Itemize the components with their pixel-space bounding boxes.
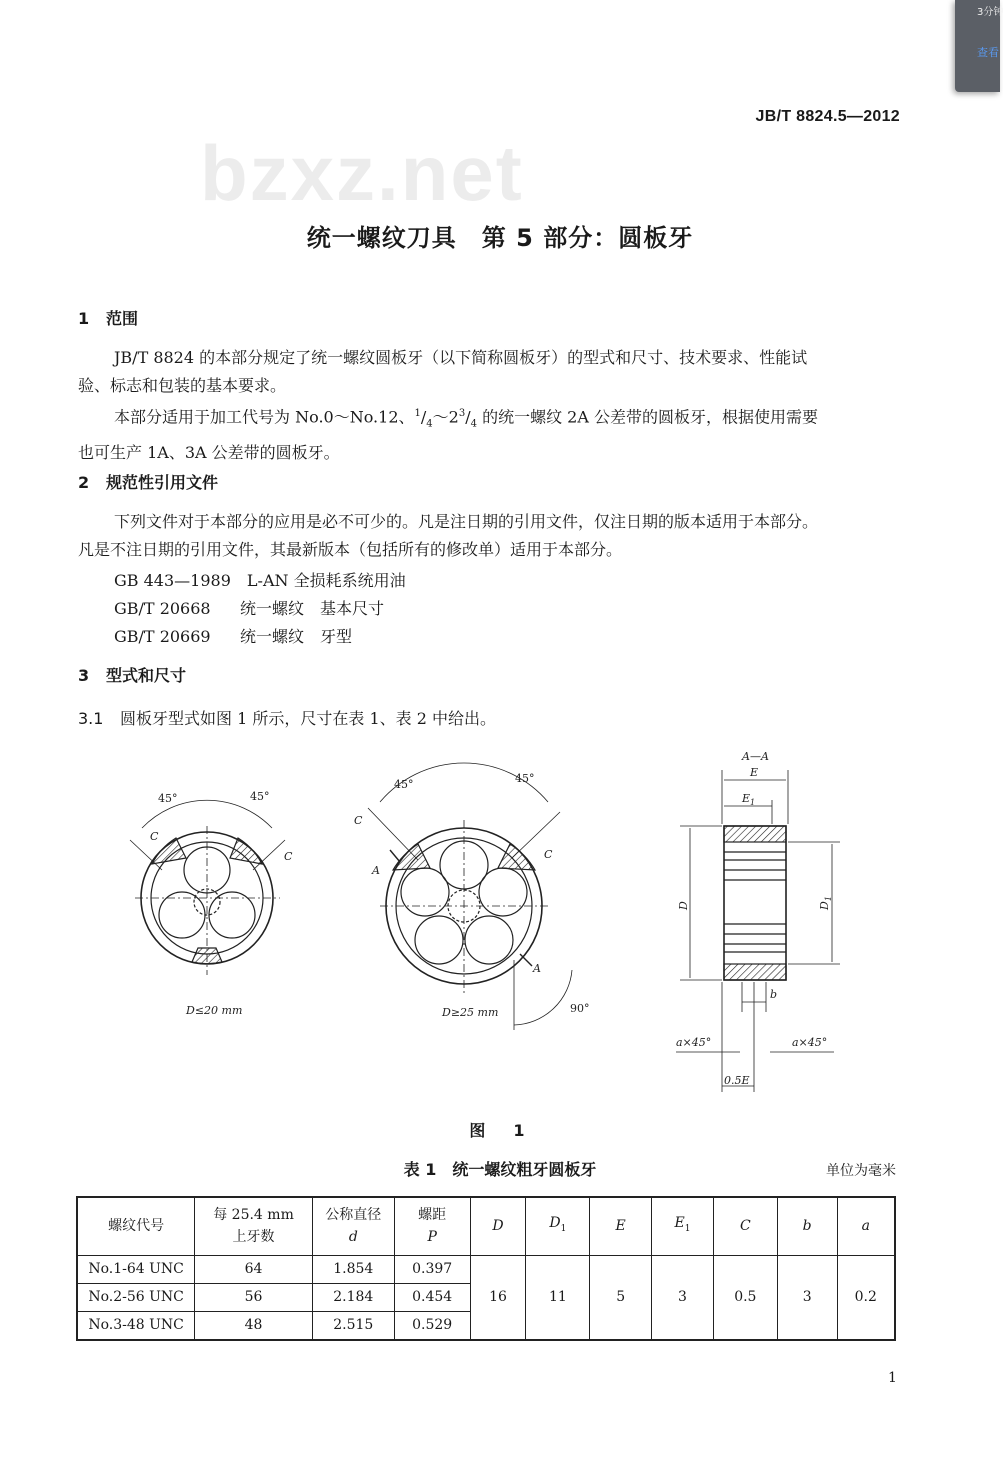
header-thread: 螺纹代号 [77,1197,195,1255]
chamfer-right: a×45° [792,1036,828,1049]
large-die-section-mark-top: A [372,864,380,877]
cell-C: 0.5 [713,1255,777,1340]
table-row: No.1-64 UNC 64 1.854 0.397 16 11 5 3 0.5 3 0.2 [77,1255,895,1283]
chamfer-left: a×45° [676,1036,712,1049]
large-die-size-label: D≥25 mm [442,1006,499,1019]
small-die-c-left: C [150,830,159,843]
dim-b: b [770,988,778,1001]
cell-E1: 3 [652,1255,714,1340]
header-tpi: 每 25.4 mm 上牙数 [195,1197,313,1255]
overlay-view-link[interactable]: 查看 [977,46,999,59]
large-die-angle-right: 45° [515,772,535,785]
page-number: 1 [888,1370,897,1386]
figure-caption: 图 1 [469,1121,531,1140]
table-row: No.2-56 UNC 56 2.184 0.454 [77,1283,895,1311]
header-D1: $D_1$ [526,1197,590,1255]
table-1-caption: 表 1 统一螺纹粗牙圆板牙 [403,1160,597,1179]
large-die-view [368,763,572,1030]
small-die-view [130,800,285,975]
header-C: C [713,1197,777,1255]
overlay-line-1: 3分钟 [977,7,1003,18]
section-1-paragraph-1: JB/T 8824 的本部分规定了统一螺纹圆板牙（以下简称圆板牙）的型式和尺寸、技术要求、性能试 验、标志和包装的基本要求。 [78,348,808,395]
dim-D1: $D_1$ [818,896,833,910]
large-die-c-left: C [354,814,363,827]
section-1-heading [78,306,138,329]
section-label: A—A [742,750,769,763]
side-overlay-tab[interactable] [955,0,1003,92]
cell-D: 16 [470,1255,526,1340]
section-title: 范围 [106,309,139,328]
dim-E: E [750,766,759,779]
small-die-c-right: C [284,850,293,863]
section-1-paragraph-2: 本部分适用于加工代号为 No.0～No.12、$^1/_4\sim 2^3/_4$ 的统一螺纹 2A 公差带的圆板牙，根据使用需要 也可生产 1A、3A 公差带的圆板牙。 [78,407,818,462]
table-row: No.3-48 UNC 48 2.515 0.529 [77,1311,895,1340]
section-2-paragraph: 下列文件对于本部分的应用是必不可少的。凡是注日期的引用文件，仅注日期的版本适用于本部分。 凡是不注日期的引用文件，其最新版本（包括所有的修改单）适用于本部分。 [78,512,819,559]
header-D: D [470,1197,526,1255]
standard-code: JB/T 8824.5—2012 [755,108,900,125]
small-die-angle-right: 45° [250,790,270,803]
cell-a: 0.2 [837,1255,895,1340]
cell-D1: 11 [526,1255,590,1340]
section-2-heading: 2 规范性引用文件 [78,473,219,492]
reference-item: GB/T 20668 统一螺纹 基本尺寸 [114,599,385,618]
table-1-unit: 单位为毫米 [826,1163,896,1179]
watermark: bzxz.net [200,129,524,217]
dim-E1: $E_1$ [742,792,756,807]
large-die-section-mark-bottom: A [533,962,541,975]
table-header-row [77,1197,895,1255]
header-E1: $E_1$ [652,1197,714,1255]
header-diameter: 公称直径 d [312,1197,394,1255]
header-b: b [777,1197,837,1255]
large-die-c-right: C [544,848,553,861]
small-die-angle-left: 45° [158,792,178,805]
large-die-angle-90: 90° [570,1002,590,1015]
dim-D: D [677,901,690,910]
dim-half-e: 0.5E [724,1074,750,1087]
reference-item: GB 443—1989 L-AN 全损耗系统用油 [114,571,406,590]
reference-item: GB/T 20669 统一螺纹 牙型 [114,627,353,646]
clause-3-1: 3.1 圆板牙型式如图 1 所示，尺寸在表 1、表 2 中给出。 [78,709,496,728]
header-E: E [590,1197,652,1255]
table-1 [76,1196,896,1341]
section-3-heading: 3 型式和尺寸 [78,666,187,685]
document-title: 统一螺纹刀具 第 5 部分：圆板牙 [306,224,694,252]
section-number: 1 [78,309,90,328]
cell-b: 3 [777,1255,837,1340]
header-pitch: 螺距 P [394,1197,470,1255]
small-die-size-label: D≤20 mm [186,1004,243,1017]
header-a: a [837,1197,895,1255]
large-die-angle-left: 45° [394,778,414,791]
cell-E: 5 [590,1255,652,1340]
figure-1-drawing [0,740,1000,1100]
